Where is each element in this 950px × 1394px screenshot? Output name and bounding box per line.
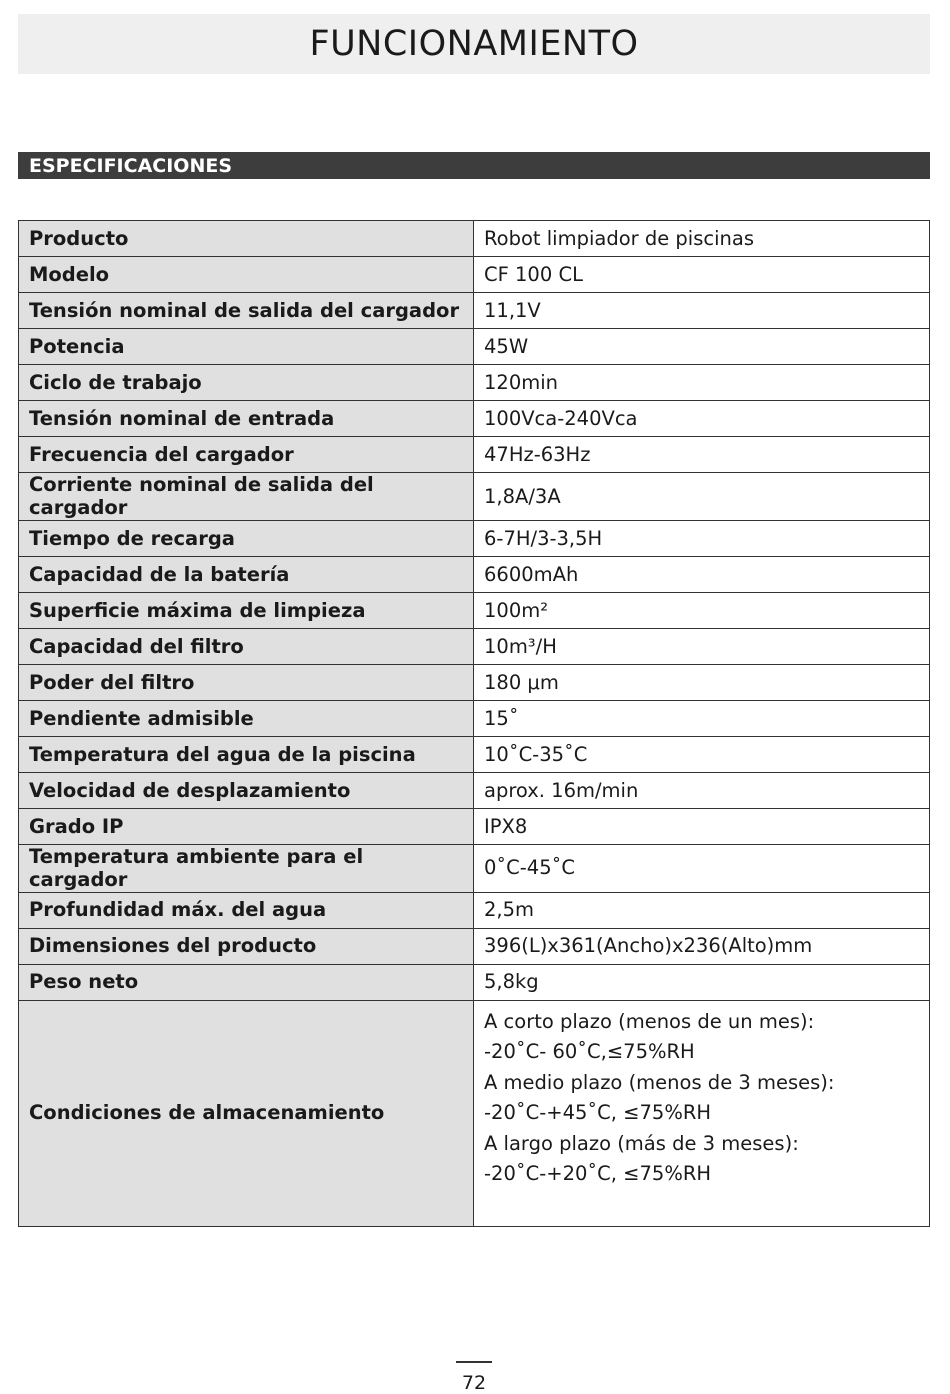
spec-value: 396(L)x361(Ancho)x236(Alto)mm — [474, 928, 930, 964]
table-row-storage — [19, 1000, 930, 1226]
section-title: ESPECIFICACIONES — [29, 154, 233, 177]
spec-label: Capacidad de la batería — [19, 556, 474, 592]
spec-label: Capacidad del filtro — [19, 628, 474, 664]
specifications-table — [18, 220, 930, 1227]
spec-value: 6-7H/3-3,5H — [474, 520, 930, 556]
spec-label: Superficie máxima de limpieza — [19, 592, 474, 628]
table-row — [19, 928, 930, 964]
table-row — [19, 329, 930, 365]
spec-value: Robot limpiador de piscinas — [474, 221, 930, 257]
spec-value: 10m³/H — [474, 628, 930, 664]
spec-value: 45W — [474, 329, 930, 365]
spec-label: Tensión nominal de entrada — [19, 401, 474, 437]
table-row — [19, 964, 930, 1000]
spec-value: 180 μm — [474, 664, 930, 700]
table-row — [19, 664, 930, 700]
storage-line: A corto plazo (menos de un mes): — [484, 1009, 815, 1033]
table-row — [19, 592, 930, 628]
table-row — [19, 628, 930, 664]
storage-line: -20˚C-+45˚C, ≤75%RH — [484, 1101, 712, 1125]
storage-line: -20˚C- 60˚C,≤75%RH — [484, 1040, 695, 1064]
spec-value: 15˚ — [474, 700, 930, 736]
spec-label: Producto — [19, 221, 474, 257]
table-row — [19, 365, 930, 401]
page-number: 72 — [461, 1372, 487, 1394]
table-row — [19, 736, 930, 772]
table-row — [19, 520, 930, 556]
storage-line: A medio plazo (menos de 3 meses): — [484, 1070, 835, 1094]
page-header — [18, 14, 930, 74]
spec-label: Poder del filtro — [19, 664, 474, 700]
table-row — [19, 437, 930, 473]
section-header — [18, 152, 930, 179]
storage-line: A largo plazo (más de 3 meses): — [484, 1131, 799, 1155]
spec-value: 120min — [474, 365, 930, 401]
table-row — [19, 772, 930, 808]
spec-value: 1,8A/3A — [474, 473, 930, 521]
spec-value: 5,8kg — [474, 964, 930, 1000]
spec-label: Grado IP — [19, 808, 474, 844]
spec-label: Profundidad máx. del agua — [19, 892, 474, 928]
spec-value: aprox. 16m/min — [474, 772, 930, 808]
table-row — [19, 401, 930, 437]
spec-label: Temperatura ambiente para el cargador — [19, 844, 474, 892]
spec-label: Pendiente admisible — [19, 700, 474, 736]
spec-value: 10˚C-35˚C — [474, 736, 930, 772]
spec-label: Corriente nominal de salida del cargador — [19, 473, 474, 521]
table-row — [19, 892, 930, 928]
page-title: FUNCIONAMIENTO — [309, 24, 639, 64]
spec-label: Potencia — [19, 329, 474, 365]
table-row — [19, 293, 930, 329]
spec-label: Peso neto — [19, 964, 474, 1000]
storage-value — [474, 1000, 930, 1226]
table-row — [19, 257, 930, 293]
table-row — [19, 808, 930, 844]
spec-value: 100Vca-240Vca — [474, 401, 930, 437]
footer-divider — [456, 1361, 492, 1363]
spec-label: Temperatura del agua de la piscina — [19, 736, 474, 772]
storage-line: -20˚C-+20˚C, ≤75%RH — [484, 1162, 712, 1186]
spec-label: Frecuencia del cargador — [19, 437, 474, 473]
spec-value: 47Hz-63Hz — [474, 437, 930, 473]
spec-label: Ciclo de trabajo — [19, 365, 474, 401]
spec-value: 11,1V — [474, 293, 930, 329]
table-row — [19, 844, 930, 892]
spec-value: 0˚C-45˚C — [474, 844, 930, 892]
spec-value: CF 100 CL — [474, 257, 930, 293]
spec-label: Tiempo de recarga — [19, 520, 474, 556]
spec-label: Dimensiones del producto — [19, 928, 474, 964]
spec-value: 100m² — [474, 592, 930, 628]
spec-label: Tensión nominal de salida del cargador — [19, 293, 474, 329]
spec-value: 2,5m — [474, 892, 930, 928]
spec-value: IPX8 — [474, 808, 930, 844]
table-row — [19, 473, 930, 521]
table-row — [19, 700, 930, 736]
table-row — [19, 556, 930, 592]
spec-value: 6600mAh — [474, 556, 930, 592]
spec-label: Velocidad de desplazamiento — [19, 772, 474, 808]
table-row — [19, 221, 930, 257]
storage-label: Condiciones de almacenamiento — [19, 1000, 474, 1226]
spec-label: Modelo — [19, 257, 474, 293]
